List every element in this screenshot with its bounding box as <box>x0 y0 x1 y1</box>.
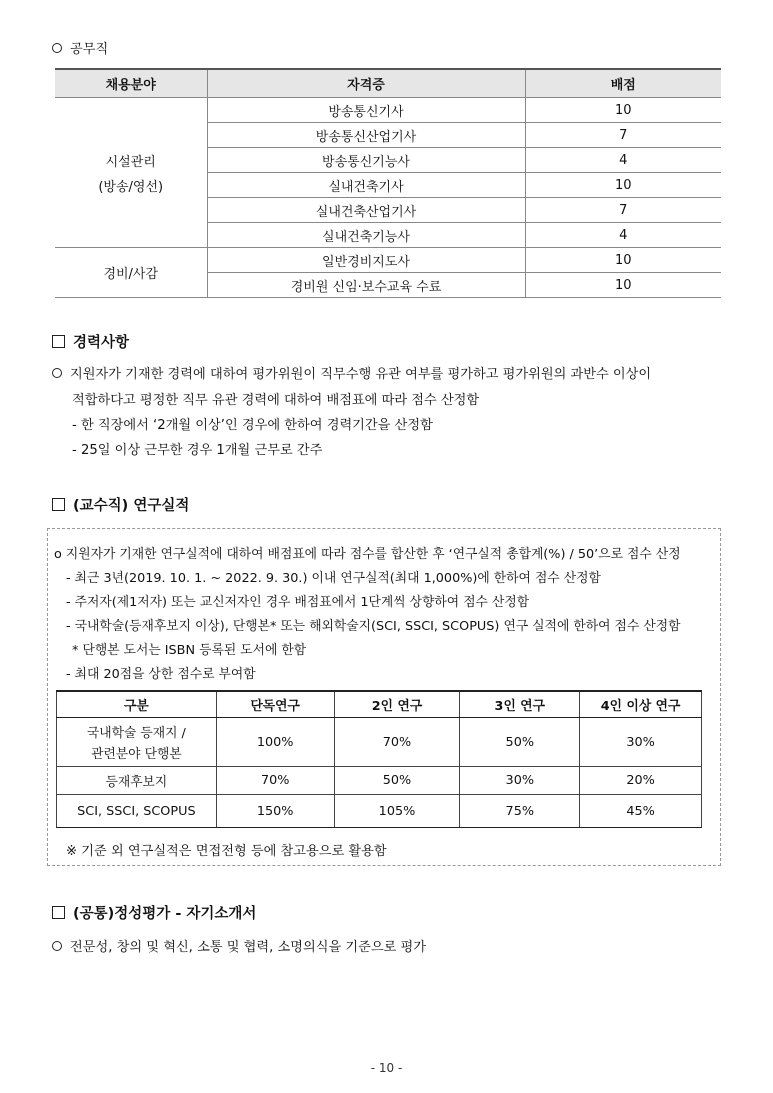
cert-cell: 일반경비지도사 <box>207 248 525 273</box>
table-header-row <box>57 691 702 718</box>
research-text-line: * 단행본 도서는 ISBN 등록된 도서에 한함 <box>72 643 307 658</box>
table-row <box>55 248 721 273</box>
value-cell: 150% <box>216 795 334 828</box>
header-category: 구분 <box>57 691 217 718</box>
career-section-title <box>52 331 129 352</box>
research-text-line: - 최근 3년(2019. 10. 1. ~ 2022. 9. 30.) 이내 연구실적(최대 1,000%)에 한하여 점수 산정함 <box>66 571 601 586</box>
table-row <box>57 767 702 795</box>
value-cell: 30% <box>460 767 580 795</box>
cert-cell: 방송통신기능사 <box>207 148 525 173</box>
score-cell: 10 <box>525 248 721 273</box>
career-text-1: 지원자가 기재한 경력에 대하여 평가위원이 직무수행 유관 여부를 평가하고 평가위원의 과반수 이상이 <box>70 367 652 382</box>
research-score-table <box>56 690 702 828</box>
research-section-title <box>52 494 189 515</box>
score-cell: 4 <box>525 148 721 173</box>
value-cell: 70% <box>216 767 334 795</box>
public-service-heading <box>52 38 108 57</box>
value-cell: 100% <box>216 718 334 767</box>
row-label: 등재후보지 <box>57 767 217 795</box>
cert-cell: 방송통신기사 <box>207 98 525 123</box>
value-cell: 105% <box>334 795 460 828</box>
score-cell: 7 <box>525 198 721 223</box>
table-row <box>57 718 702 767</box>
research-text-line: - 최대 20점을 상한 점수로 부여함 <box>66 667 256 682</box>
row-label <box>57 718 217 767</box>
value-cell: 20% <box>580 767 702 795</box>
research-text-line: - 국내학술(등재후보지 이상), 단행본* 또는 해외학술지(SCI, SSCI, SCOPUS) 연구 실적에 한하여 점수 산정함 <box>66 619 681 634</box>
value-cell: 75% <box>460 795 580 828</box>
table-row <box>57 795 702 828</box>
table-header-row <box>55 69 721 98</box>
score-cell: 10 <box>525 98 721 123</box>
square-bullet-icon <box>52 335 65 348</box>
field-cell <box>55 98 207 248</box>
hollow-circle-bullet-icon <box>52 368 62 378</box>
header-cert: 자격증 <box>207 69 525 98</box>
research-note: ※ 기준 외 연구실적은 면접전형 등에 참고용으로 활용함 <box>66 844 387 859</box>
cert-cell: 실내건축산업기사 <box>207 198 525 223</box>
page-number: - 10 - <box>370 1061 403 1075</box>
header-two: 2인 연구 <box>334 691 460 718</box>
field-label-sub: (방송/영선) <box>98 179 164 195</box>
aptitude-text: 전문성, 창의 및 혁신, 소통 및 협력, 소명의식을 기준으로 평가 <box>70 940 427 955</box>
career-paragraph-line: 적합하다고 평정한 직무 유관 경력에 대하여 배점표에 따라 점수 산정함 <box>72 393 480 408</box>
value-cell: 50% <box>334 767 460 795</box>
header-field: 채용분야 <box>55 69 207 98</box>
cert-cell: 실내건축기사 <box>207 173 525 198</box>
value-cell: 50% <box>460 718 580 767</box>
research-text-line: o 지원자가 기재한 연구실적에 대하여 배점표에 따라 점수를 합산한 후 ‘연구실적 총합계(%) / 50’으로 점수 산정 <box>54 547 681 562</box>
field-label: 시설관리 <box>105 154 156 170</box>
row-label-line1: 국내학술 등재지 / <box>86 726 186 741</box>
career-paragraph-line <box>52 363 651 382</box>
research-title-text: (교수직) 연구실적 <box>73 498 190 514</box>
row-label-line2: 관련분야 단행본 <box>91 747 182 762</box>
cert-cell: 방송통신산업기사 <box>207 123 525 148</box>
aptitude-section-title <box>52 902 256 923</box>
field-cell: 경비/사감 <box>55 248 207 298</box>
career-paragraph-line: - 한 직장에서 ‘2개월 이상’인 경우에 한하여 경력기간을 산정함 <box>72 418 433 433</box>
header-solo: 단독연구 <box>216 691 334 718</box>
aptitude-title-text: (공통)정성평가 - 자기소개서 <box>73 906 257 922</box>
career-paragraph-line: - 25일 이상 근무한 경우 1개월 근무로 간주 <box>72 443 323 458</box>
header-score: 배점 <box>525 69 721 98</box>
square-bullet-icon <box>52 498 65 511</box>
research-text-line: - 주저자(제1저자) 또는 교신저자인 경우 배점표에서 1단계씩 상향하여 점수 산정함 <box>66 595 530 610</box>
row-label: SCI, SSCI, SCOPUS <box>57 795 217 828</box>
score-cell: 7 <box>525 123 721 148</box>
cert-cell: 경비원 신임·보수교육 수료 <box>207 273 525 298</box>
header-three: 3인 연구 <box>460 691 580 718</box>
score-cell: 10 <box>525 173 721 198</box>
square-bullet-icon <box>52 906 65 919</box>
aptitude-line <box>52 936 426 955</box>
value-cell: 30% <box>580 718 702 767</box>
value-cell: 45% <box>580 795 702 828</box>
career-title-text: 경력사항 <box>73 335 130 351</box>
public-service-label: 공무직 <box>70 42 109 57</box>
value-cell: 70% <box>334 718 460 767</box>
hollow-circle-bullet-icon <box>52 43 62 53</box>
score-cell: 10 <box>525 273 721 298</box>
cert-cell: 실내건축기능사 <box>207 223 525 248</box>
certificate-score-table <box>55 68 721 298</box>
hollow-circle-bullet-icon <box>52 941 62 951</box>
table-row <box>55 98 721 123</box>
header-four-plus: 4인 이상 연구 <box>580 691 702 718</box>
score-cell: 4 <box>525 223 721 248</box>
